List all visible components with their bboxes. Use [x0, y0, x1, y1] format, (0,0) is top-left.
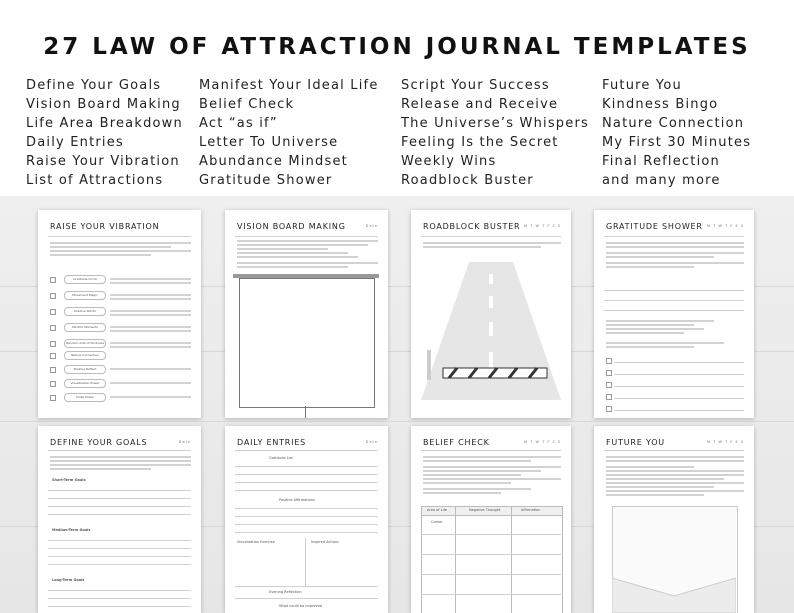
pill-label: Random Acts of Kindness [64, 339, 106, 348]
template-page-roadblock-buster [411, 210, 571, 418]
template-page-daily-entries [225, 426, 388, 613]
row-label: Career [431, 520, 443, 524]
pill-label: Gratitude Circle [64, 275, 106, 284]
page-header: M T W T F S S [524, 224, 561, 228]
template-item: Gratitude Shower [199, 173, 333, 188]
page-header: Date [178, 440, 191, 444]
envelope-illustration [612, 566, 736, 613]
template-item: Roadblock Buster [401, 173, 534, 188]
pill-label: Mindful Moments [64, 323, 106, 332]
template-item: Weekly Wins [401, 154, 497, 169]
section-label: Medium-Term Goals [52, 528, 91, 532]
column-header: Affirmation [521, 508, 541, 512]
page-header: Date [365, 440, 378, 444]
template-page-raise-your-vibration [38, 210, 201, 418]
template-item: Abundance Mindset [199, 154, 348, 169]
pill-label: Movement Magic [64, 291, 106, 300]
template-page-gratitude-shower [594, 210, 754, 418]
template-item: Future You [602, 78, 682, 93]
template-list-col-2 [199, 76, 379, 190]
template-page-define-your-goals [38, 426, 201, 613]
page-heading: RAISE YOUR VIBRATION [50, 222, 160, 231]
road-illustration [411, 250, 571, 418]
column-header: Negative Thought [469, 508, 501, 512]
section-label: Inspired Actions [311, 540, 339, 544]
pill-label: Positive Words [64, 307, 106, 316]
page-header: M T W T F S S [524, 440, 561, 444]
template-item: Define Your Goals [26, 78, 162, 93]
template-list-col-4 [602, 76, 751, 190]
template-page-vision-board [225, 210, 388, 418]
pill-label: Visualization Power [64, 379, 106, 388]
page-heading: DAILY ENTRIES [237, 438, 307, 447]
template-item: List of Attractions [26, 173, 164, 188]
template-list-col-3 [401, 76, 589, 190]
template-item: Final Reflection [602, 154, 720, 169]
template-item: and many more [602, 173, 721, 188]
template-item: Nature Connection [602, 116, 745, 131]
page-heading: BELIEF CHECK [423, 438, 490, 447]
page-header: M T W T F S S [707, 440, 744, 444]
template-item: Raise Your Vibration [26, 154, 180, 169]
section-label: Visualization Exercise [237, 540, 275, 544]
section-label: Gratitude List [269, 456, 293, 460]
template-page-belief-check [411, 426, 571, 613]
template-item: Act “as if” [199, 116, 278, 131]
page-heading: VISION BOARD MAKING [237, 222, 346, 231]
pill-label: Positive Reflect [64, 365, 106, 374]
page-heading: GRATITUDE SHOWER [606, 222, 703, 231]
section-label: Short-Term Goals [52, 478, 86, 482]
section-label: Positive Affirmations [279, 498, 315, 502]
page-heading: ROADBLOCK BUSTER [423, 222, 521, 231]
section-label: What could be improved [279, 604, 322, 608]
section-label: Long-Term Goals [52, 578, 85, 582]
template-item: Vision Board Making [26, 97, 181, 112]
template-item: Manifest Your Ideal Life [199, 78, 379, 93]
pill-label: Smile Power [64, 393, 106, 402]
page-heading: DEFINE YOUR GOALS [50, 438, 148, 447]
template-item: Feeling Is the Secret [401, 135, 559, 150]
template-page-future-you [594, 426, 754, 613]
page-header: M T W T F S S [707, 224, 744, 228]
column-header: Area of Life [427, 508, 447, 512]
template-item: Script Your Success [401, 78, 550, 93]
section-label: Evening Reflection [269, 590, 302, 594]
template-item: My First 30 Minutes [602, 135, 752, 150]
page-heading: FUTURE YOU [606, 438, 665, 447]
template-item: Life Area Breakdown [26, 116, 183, 131]
pill-label: Nature Connection [64, 351, 106, 360]
template-item: Daily Entries [26, 135, 124, 150]
template-item: Release and Receive [401, 97, 559, 112]
template-item: Kindness Bingo [602, 97, 719, 112]
page-header: Date [365, 224, 378, 228]
template-item: Belief Check [199, 97, 295, 112]
template-item: Letter To Universe [199, 135, 339, 150]
template-list-col-1 [26, 76, 183, 190]
template-item: The Universe’s Whispers [401, 116, 589, 131]
journal-page-title: 27 LAW OF ATTRACTION JOURNAL TEMPLATES [43, 34, 751, 60]
